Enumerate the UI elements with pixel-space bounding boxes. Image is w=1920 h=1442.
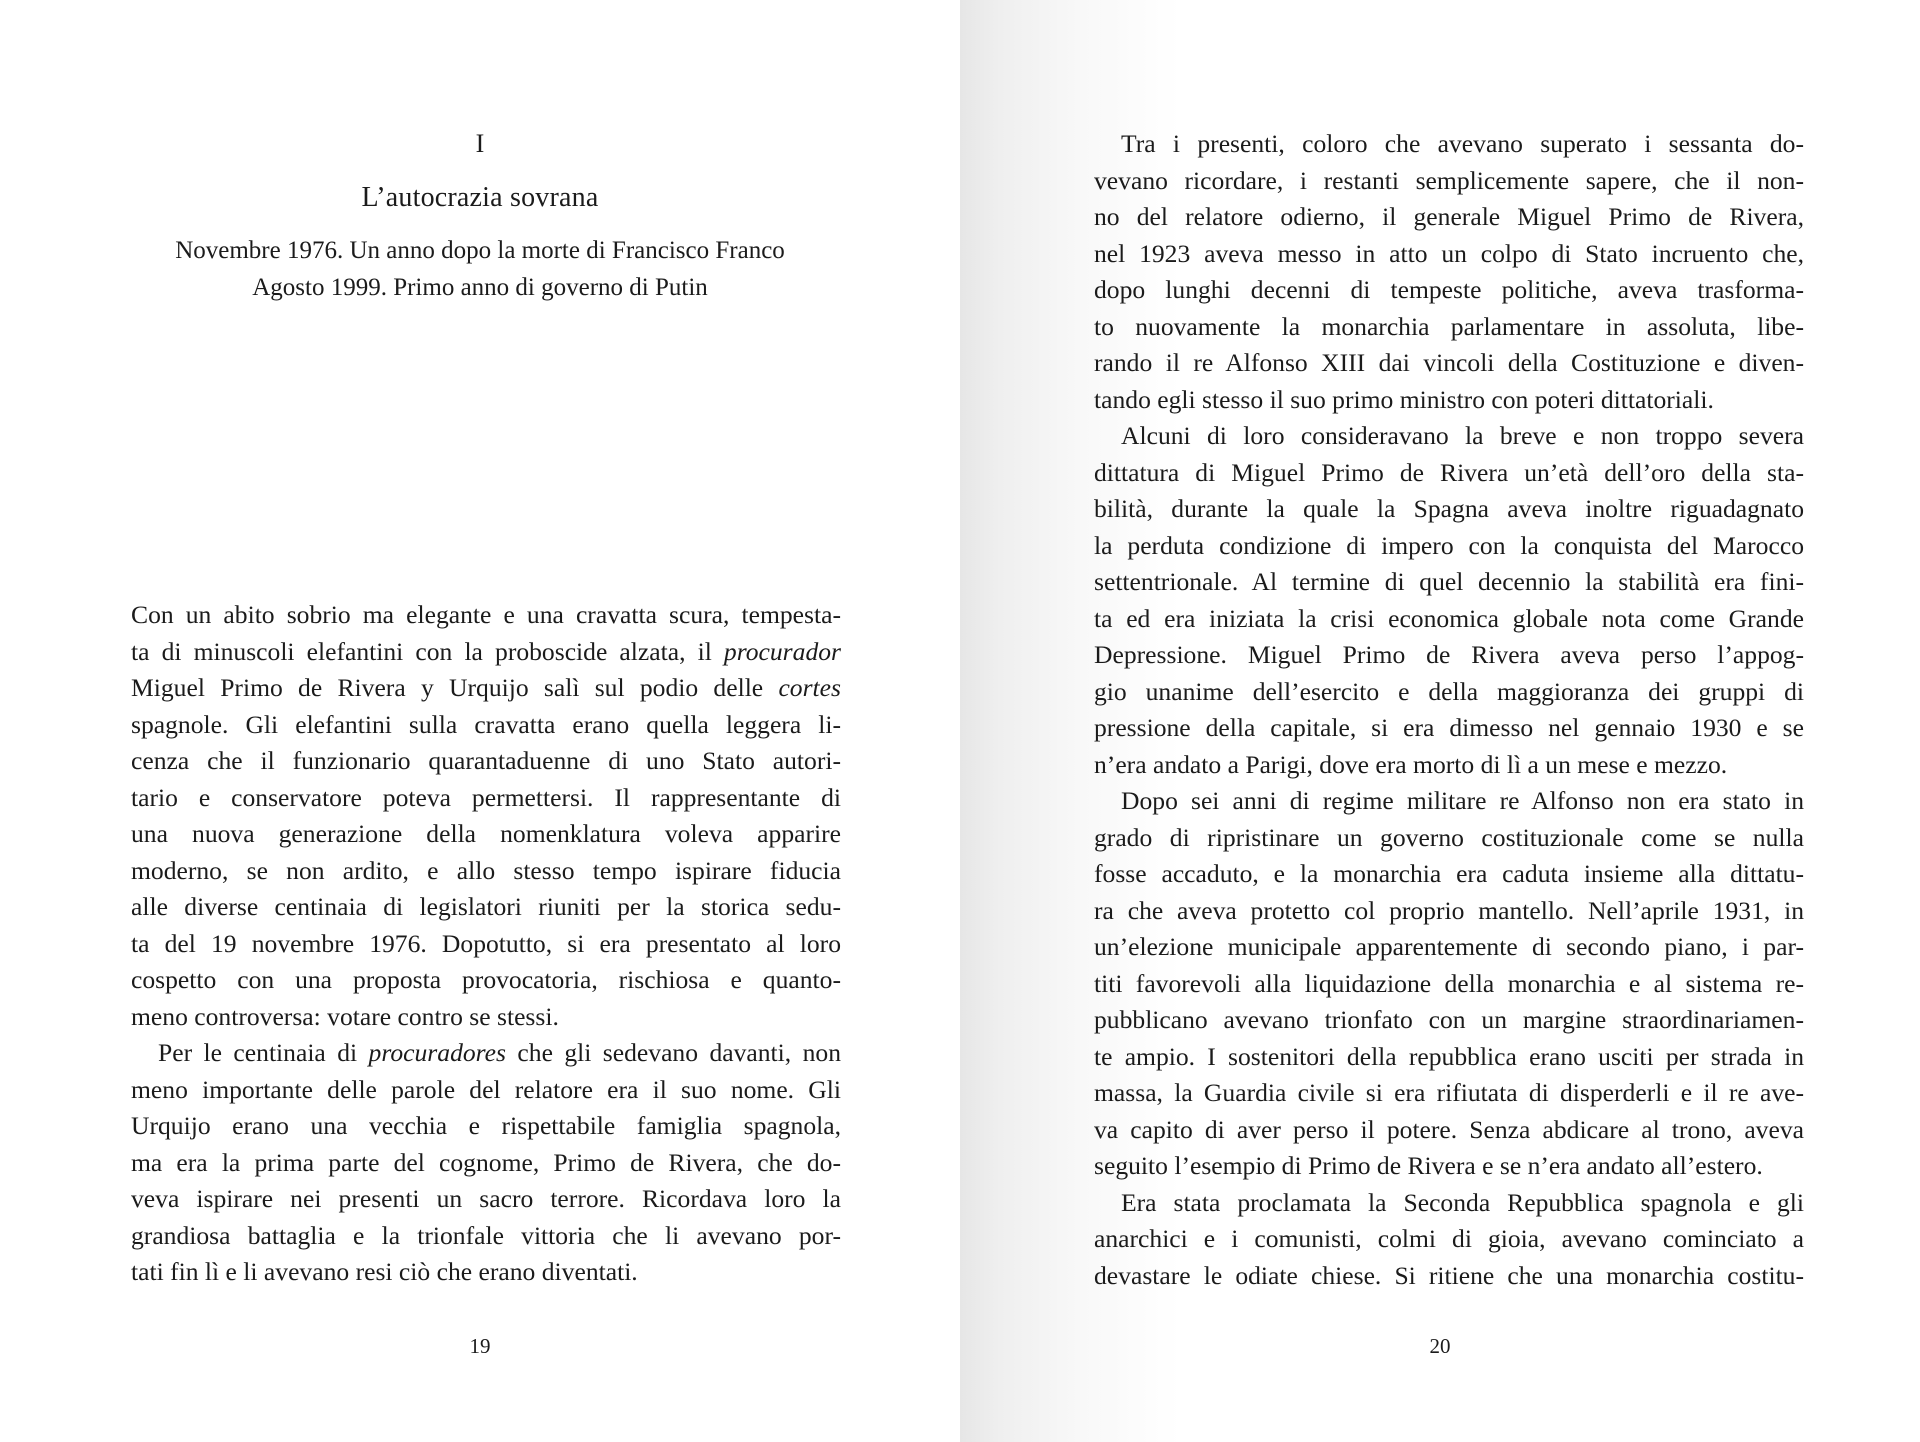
- text-line: seguito l’esempio di Primo de Rivera e se n’era andato all’estero.: [1094, 1151, 1763, 1180]
- text-line: alle diverse centinaia di legislatori riuniti per la storica sedu-: [131, 892, 841, 921]
- text-line: devastare le odiate chiese. Si ritiene che una monarchia costitu-: [1094, 1260, 1804, 1290]
- paragraph: [1094, 1185, 1804, 1295]
- text-line: ra che aveva protetto col proprio mantello. Nell’aprile 1931, in: [1094, 895, 1804, 925]
- paragraph: [1094, 418, 1804, 783]
- paragraph: [131, 1035, 841, 1291]
- text-fragment: Miguel Primo de Rivera y Urquijo salì sul podio delle: [131, 673, 779, 702]
- text-line: bilità, durante la quale la Spagna aveva inoltre riguadagnato: [1094, 494, 1804, 523]
- text-line: Tra i presenti, coloro che avevano superato i sessanta do-: [1121, 129, 1804, 158]
- subtitle-line: Agosto 1999. Primo anno di governo di Putin: [252, 274, 708, 301]
- chapter-title: L’autocrazia sovrana: [361, 182, 599, 213]
- italic-term: procurador: [723, 636, 841, 666]
- text-line: gio unanime dell’esercito e della maggioranza dei gruppi di: [1094, 676, 1804, 706]
- text-line: meno importante delle parole del relatore era il suo nome. Gli: [131, 1074, 841, 1104]
- text-line: massa, la Guardia civile si era rifiutata di disperderli e il re ave-: [1094, 1078, 1804, 1107]
- text-line: Alcuni di loro consideravano la breve e non troppo severa: [1121, 421, 1804, 450]
- text-fragment: Per le centinaia di: [158, 1038, 369, 1067]
- text-line: moderno, se non ardito, e allo stesso tempo ispirare fiducia: [131, 855, 841, 885]
- text-line: tario e conservatore poteva permettersi. Il rappresentante di: [131, 782, 841, 812]
- text-line: dopo lunghi decenni di tempeste politiche, aveva trasforma-: [1094, 275, 1804, 304]
- paragraph: [131, 597, 841, 1035]
- text-line: spagnole. Gli elefantini sulla cravatta erano quella leggera li-: [131, 709, 841, 739]
- text-line: Depressione. Miguel Primo de Rivera aveva perso l’appog-: [1094, 640, 1804, 669]
- text-line: Dopo sei anni di regime militare re Alfonso non era stato in: [1121, 786, 1804, 815]
- text-line: dittatura di Miguel Primo de Rivera un’età dell’oro della sta-: [1094, 457, 1804, 487]
- right-body-text: [1094, 126, 1804, 1294]
- text-line: te ampio. I sostenitori della repubblica erano usciti per strada in: [1094, 1041, 1804, 1071]
- text-line: grandiosa battaglia e la trionfale vittoria che li avevano por-: [131, 1220, 841, 1250]
- subtitle-line: Novembre 1976. Un anno dopo la morte di Francisco Franco: [175, 237, 785, 264]
- text-line: no del relatore odierno, il generale Miguel Primo de Rivera,: [1094, 202, 1804, 231]
- text-line: n’era andato a Parigi, dove era morto di lì a un mese e mezzo.: [1094, 749, 1728, 779]
- page-number: 20: [1429, 1334, 1451, 1358]
- text-line: tati fin lì e li avevano resi ciò che erano diventati.: [131, 1257, 638, 1286]
- text-line: ta del 19 novembre 1976. Dopotutto, si era presentato al loro: [131, 928, 841, 958]
- text-line: Era stata proclamata la Seconda Repubblica spagnola e gli: [1121, 1187, 1804, 1217]
- paragraph: [1094, 126, 1804, 418]
- text-fragment: che gli sedevano davanti, non: [506, 1038, 841, 1067]
- text-line: to nuovamente la monarchia parlamentare in assoluta, libe-: [1094, 311, 1804, 341]
- text-line: [131, 634, 841, 671]
- text-line: nel 1923 aveva messo in atto un colpo di Stato incruento che,: [1094, 238, 1804, 268]
- text-line: la perduta condizione di impero con la conquista del Marocco: [1094, 530, 1804, 560]
- text-line: ma era la prima parte del cognome, Primo de Rivera, che do-: [131, 1147, 841, 1177]
- text-line: cenza che il funzionario quarantaduenne di uno Stato autori-: [131, 746, 841, 775]
- text-line: vevano ricordare, i restanti semplicemente sapere, che il non-: [1094, 165, 1804, 195]
- text-line: titi favorevoli alla liquidazione della monarchia e al sistema re-: [1094, 968, 1804, 998]
- italic-term: cortes: [778, 673, 841, 702]
- text-line: va capito di aver perso il potere. Senza abdicare al trono, aveva: [1094, 1114, 1804, 1144]
- text-line: pubblicano avevano trionfato con un margine straordinariamen-: [1094, 1005, 1804, 1034]
- text-line: Urquijo erano una vecchia e rispettabile famiglia spagnola,: [131, 1111, 841, 1140]
- text-line: [131, 1035, 841, 1072]
- text-line: meno controversa: votare contro se stessi.: [131, 1001, 559, 1031]
- text-line: pressione della capitale, si era dimesso nel gennaio 1930 e se: [1094, 713, 1804, 742]
- text-line: anarchici e i comunisti, colmi di gioia, avevano cominciato a: [1094, 1224, 1804, 1253]
- text-line: veva ispirare nei presenti un sacro terrore. Ricordava loro la: [131, 1184, 841, 1213]
- text-line: Con un abito sobrio ma elegante e una cravatta scura, tempesta-: [131, 600, 841, 629]
- text-line: settentrionale. Al termine di quel decennio la stabilità era fini-: [1094, 567, 1804, 596]
- text-line: una nuova generazione della nomenklatura voleva apparire: [131, 819, 841, 848]
- text-line: grado di ripristinare un governo costituzionale come se nulla: [1094, 822, 1804, 852]
- paragraph: [1094, 783, 1804, 1185]
- left-body-text: [131, 597, 841, 1291]
- chapter-number: I: [475, 129, 485, 158]
- text-line: fosse accaduto, e la monarchia era caduta insieme alla dittatu-: [1094, 859, 1804, 888]
- italic-term: procuradores: [368, 1038, 506, 1067]
- text-line: ta ed era iniziata la crisi economica globale nota come Grande: [1094, 603, 1804, 633]
- chapter-subtitle: [0, 232, 960, 306]
- text-line: tando egli stesso il suo primo ministro con poteri dittatoriali.: [1094, 384, 1714, 414]
- text-fragment: ta di minuscoli elefantini con la proboscide alzata, il: [131, 636, 724, 666]
- right-page: [960, 0, 1920, 1442]
- text-line: [131, 670, 841, 707]
- text-line: rando il re Alfonso XIII dai vincoli della Costituzione e diven-: [1094, 348, 1804, 377]
- page-number: 19: [469, 1334, 491, 1358]
- text-line: cospetto con una proposta provocatoria, rischiosa e quanto-: [131, 965, 841, 994]
- text-line: un’elezione municipale apparentemente di secondo piano, i par-: [1094, 932, 1804, 961]
